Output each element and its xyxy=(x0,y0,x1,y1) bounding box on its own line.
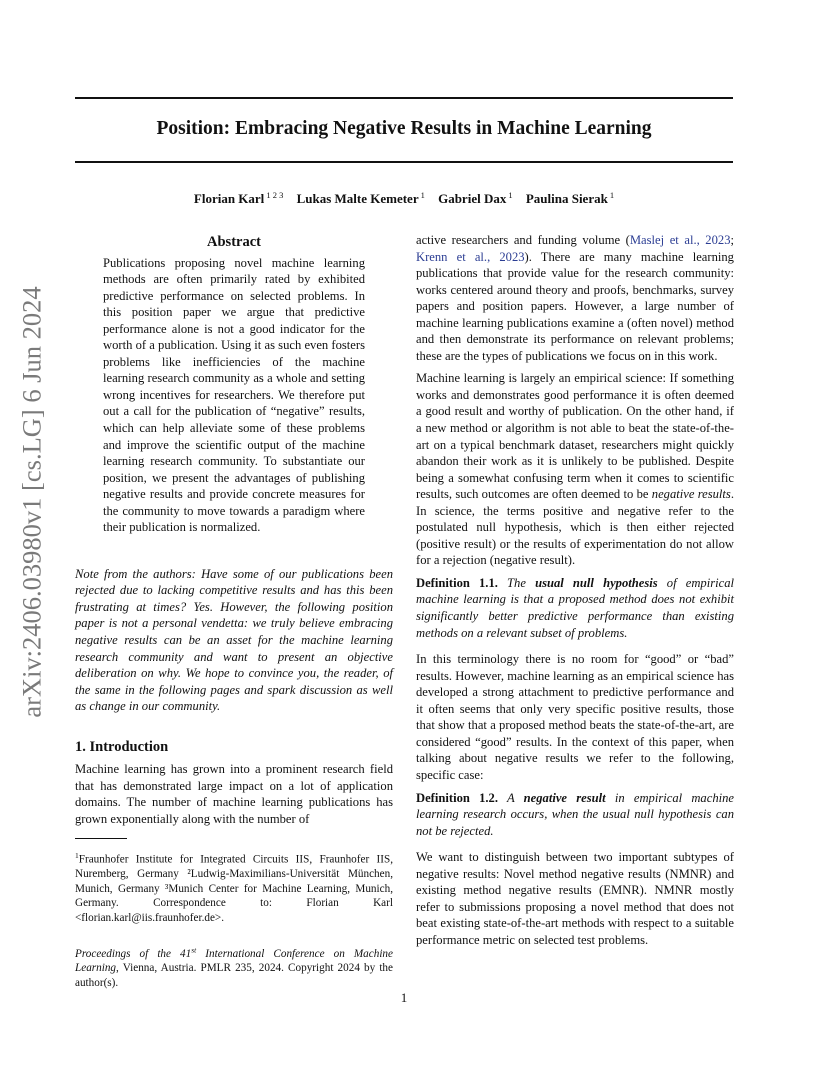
author-2 xyxy=(297,191,425,206)
arxiv-identifier: arXiv:2406.03980v1 [cs.LG] 6 Jun 2024 xyxy=(16,286,47,718)
intro-paragraph-3: In this terminology there is no room for “good” or “bad” results. However, machine learning as an empirical science has developed a strong attachment to predictive performance and it often seems that only very specific positive results, those that show that a proposed method beats the state-of-the-art, are considered “good” results. In the context of this paper, when talking about negative results we refer to the following, specific case: xyxy=(416,652,734,782)
footnotes xyxy=(75,838,393,990)
emphasis-term: negative results xyxy=(651,487,731,502)
definition-label: Definition 1.1. xyxy=(416,575,498,590)
text-span: A xyxy=(497,790,524,805)
author-3 xyxy=(438,191,513,206)
citation-link[interactable]: Maslej et al., 2023 xyxy=(629,233,731,247)
author-affiliation: 1 xyxy=(609,190,615,200)
proceedings-note xyxy=(75,943,393,990)
author-name: Gabriel Dax xyxy=(438,191,507,207)
text-span: The xyxy=(497,575,536,590)
proceedings-number: 41 xyxy=(180,947,192,960)
author-affiliation: 1 xyxy=(420,190,425,200)
text-span: Machine learning is largely an empirical science: If something works and demonstrates good performance it is often deemed a good result and worthy of publication. On the other hand, if a new method or algorithm is not able to beat the state-of-the-art on a typical benchmark dataset, researchers might quickly abandon their work as it is unlikely to be published. Despite being a somewhat confusing term when it comes to scientific results, such outcomes are often deemed to be xyxy=(416,371,734,502)
author-affiliation: 1 xyxy=(508,190,513,200)
footnote-body: Fraunhofer Institute for Integrated Circuits IIS, Fraunhofer IIS, Nuremberg, Germany ²Ludwig-Maximilians-Universität München, Munich, Germany ³Munich Center for Machine Learning, Munich, Germany. Correspondence to: Florian Karl <florian.karl@iis.fraunhofer.de>. xyxy=(75,853,393,924)
page-number: 1 xyxy=(400,990,408,1005)
abstract-text: Publications proposing novel machine learning methods are often primarily rated by exhibited predictive performance on selected problems. In this position paper we argue that predictive performance alone is not a good indicator for the worth of a publication. Using it as such even fosters problems like inefficiencies of the machine learning research community as a whole and setting wrong incentives for researchers. We therefore put out a call for the publication of “negative” results, which can help alleviate some of these problems and improve the scientific output of the machine learning research community. To substantiate our position, we present the advantages of publishing negative results and provide concrete measures for the community to move towards a paradigm where their publication is normalized. xyxy=(103,255,365,535)
author-1 xyxy=(194,191,283,206)
intro-paragraph-1: Machine learning has grown into a prominent research field that has demonstrated large impact on a lot of application domains. The number of machine learning publications has grown exponentially along with the number of xyxy=(75,762,393,826)
proceedings-conference: International Conference on Machine Learning xyxy=(75,947,393,975)
citation-link[interactable]: Krenn et al., 2023 xyxy=(416,249,525,264)
author-name: Lukas Malte Kemeter xyxy=(296,191,419,207)
intro-paragraph-4: We want to distinguish between two important subtypes of negative results: Novel method negative results (NMNR) and existing method negative results (EMNR). NMNR mostly refer to submissions proposing a novel method that does not beat existing state-of-the-art methods with respect to a suitable performance metric on selected test problems. xyxy=(416,850,734,947)
author-list xyxy=(75,190,733,207)
abstract-heading: Abstract xyxy=(207,234,261,250)
author-affiliation: 1 2 3 xyxy=(266,190,284,200)
definition-1-2 xyxy=(416,790,734,840)
author-name: Florian Karl xyxy=(193,191,265,207)
definition-term: usual null hypothesis xyxy=(535,575,658,590)
intro-paragraph-1-continued xyxy=(416,232,734,364)
right-column xyxy=(416,232,734,954)
text-span: ; xyxy=(730,233,734,247)
intro-paragraph-2 xyxy=(416,370,734,569)
authors-note: Note from the authors: Have some of our publications been rejected due to lacking competitive results and has this been frustrating at times? Yes. However, the following position paper is not a personal vendetta: we truly believe embracing negative results can be an asset for the machine learning research community and want to present an objective deliberation on why. We hope to convince you, the reader, of the same in the following pages and spark discussion as well as change in our community. xyxy=(75,566,393,714)
affiliation-footnote xyxy=(75,849,393,925)
footnote-marker: 1 xyxy=(75,851,79,860)
paper-title: Position: Embracing Negative Results in Machine Learning xyxy=(156,118,652,139)
text-span: of empirical machine learning is that a proposed method does not exhibit significantly better predictive performance than existing methods on a relevant subset of problems. xyxy=(416,575,734,640)
text-span: in empirical machine learning research occurs, when the usual null hypothesis can not be rejected. xyxy=(416,790,734,838)
title-top-rule xyxy=(75,97,733,99)
text-span: active researchers and funding volume ( xyxy=(416,233,630,247)
definition-term: negative result xyxy=(523,790,606,805)
author-name: Paulina Sierak xyxy=(525,191,608,207)
title-bottom-rule xyxy=(75,161,733,163)
left-column xyxy=(75,232,393,834)
text-span: . In science, the terms positive and negative refer to the postulated null hypothesis, which is then either rejected (positive result) or the results of experimentation do not allow for a rejection (negative result). xyxy=(416,487,734,568)
proceedings-ordinal: st xyxy=(191,945,197,955)
text-span: ). There are many machine learning publications that provide value for the research community: works centered around theory and proofs, benchmarks, survey papers and position papers. However, a large number of machine learning publications examine a (often novel) method and then demonstrate its performance on relevant problems; these are the types of publications we focus on in this work. xyxy=(416,249,734,363)
definition-label: Definition 1.2. xyxy=(416,790,498,805)
definition-1-1 xyxy=(416,575,734,641)
proceedings-details: , Vienna, Austria. PMLR 235, 2024. Copyright 2024 by the author(s). xyxy=(75,962,393,989)
arxiv-stamp xyxy=(12,274,52,730)
footnote-rule xyxy=(75,838,127,839)
proceedings-prefix: Proceedings of the xyxy=(75,947,181,960)
author-4 xyxy=(526,191,614,206)
section-heading-introduction: 1. Introduction xyxy=(75,738,169,755)
